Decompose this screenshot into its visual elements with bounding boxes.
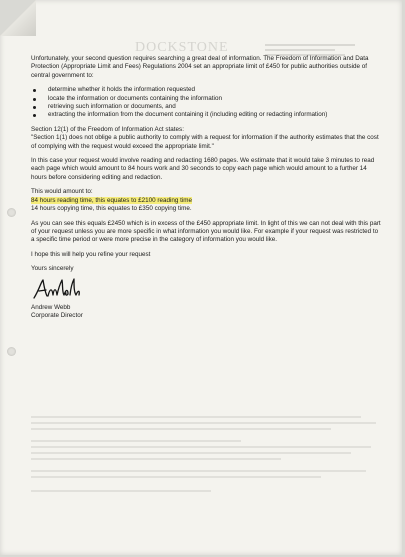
letter-body bbox=[31, 55, 381, 320]
punch-hole bbox=[7, 208, 16, 217]
highlighted-text: 84 hours reading time, this equates to £2100 reading time bbox=[31, 196, 193, 204]
amount-line-reading bbox=[31, 197, 381, 205]
show-through-letterhead: DOCKSTONE bbox=[135, 40, 229, 55]
bullet-icon bbox=[33, 114, 36, 117]
section-intro: Section 12(1) of the Freedom of Information Act states: bbox=[31, 125, 184, 133]
paragraph-estimate: In this case your request would involve reading and redacting 1680 pages. We estimate that it would take 3 minutes to read each page which would amount to 84 hours work and 30 seconds to copy each page which would amount to a further 14 hours before considering editing and redaction. bbox=[31, 157, 375, 181]
list-item: extracting the information from the document containing it (including editing or redacting information) bbox=[31, 111, 381, 119]
bullet-icon bbox=[33, 98, 36, 101]
signature-block bbox=[31, 265, 381, 320]
paragraph-limit: As you can see this equals £2450 which is in excess of the £450 appropriate limit. In light of this we can not deal with this part of your request unless you are more specific in what information you would like. For example if your request was restricted to a specific time period or were more precise in the category of information you would like. bbox=[31, 219, 381, 244]
show-through-text bbox=[31, 412, 381, 496]
bullet-icon bbox=[33, 89, 36, 92]
signer-title: Corporate Director bbox=[31, 311, 83, 319]
punch-hole bbox=[7, 347, 16, 356]
signer-name: Andrew Webb bbox=[31, 303, 71, 311]
torn-corner bbox=[0, 0, 36, 36]
handwritten-signature bbox=[31, 276, 91, 302]
paragraph-request-cost: Unfortunately, your second question requires searching a great deal of information. The Freedom of Information and Data Protection (Appropriate Limit and Fees) Regulations 2004 set an appropriate limit of £450 for public authorities outside of central government to: bbox=[31, 55, 369, 79]
amount-line-copying: 14 hours copying time, this equates to £350 copying time. bbox=[31, 205, 192, 213]
section-quote: "Section 1(1) does not oblige a public authority to comply with a request for information if the authority estimates that the cost of complying with the request would exceed the appropriate limit." bbox=[31, 134, 379, 150]
bullet-icon bbox=[33, 106, 36, 109]
list-item: locate the information or documents containing the information bbox=[31, 95, 381, 103]
amount-intro: This would amount to: bbox=[31, 188, 93, 196]
bullet-list bbox=[31, 86, 381, 120]
list-item: determine whether it holds the information requested bbox=[31, 86, 381, 94]
list-item: retrieving such information or documents, and bbox=[31, 103, 381, 111]
closing-hope: I hope this will help you refine your request bbox=[31, 250, 151, 258]
signoff: Yours sincerely bbox=[31, 265, 74, 273]
